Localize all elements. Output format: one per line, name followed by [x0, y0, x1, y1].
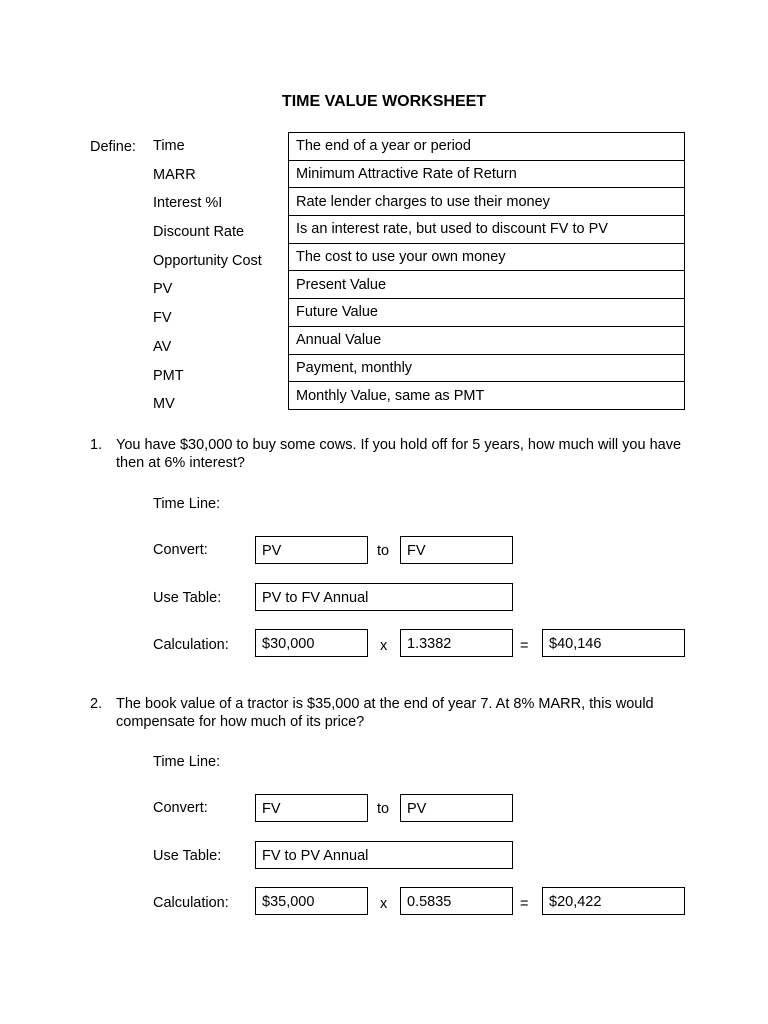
q2-use-table-label: Use Table: — [153, 848, 222, 864]
term-time: Time — [153, 138, 185, 154]
term-marr: MARR — [153, 166, 196, 183]
q1-use-table-label: Use Table: — [153, 590, 222, 606]
question-2-text: The book value of a tractor is $35,000 at the end of year 7. At 8% MARR, this would compensate for how much of its price? — [116, 696, 654, 730]
definition-cell: Payment, monthly — [289, 354, 685, 382]
definition-cell: Rate lender charges to use their money — [289, 188, 685, 216]
definition-cell: Future Value — [289, 299, 685, 327]
question-2-number: 2. — [90, 696, 103, 712]
q2-amount-box: $35,000 — [255, 887, 368, 915]
definition-cell: Monthly Value, same as PMT — [289, 382, 685, 410]
q1-convert-label: Convert: — [153, 542, 208, 558]
q1-convert-to-box: FV — [400, 536, 513, 564]
definition-cell: The end of a year or period — [289, 133, 685, 161]
definition-cell: Present Value — [289, 271, 685, 299]
q2-convert-label: Convert: — [153, 800, 208, 816]
q1-convert-from-box: PV — [255, 536, 368, 564]
table-row — [289, 326, 685, 354]
definition-cell: Is an interest rate, but used to discount FV to PV — [289, 216, 685, 244]
table-row — [289, 271, 685, 299]
page-title: TIME VALUE WORKSHEET — [281, 93, 487, 110]
q2-times-sign: x — [380, 896, 388, 912]
table-row — [289, 382, 685, 410]
q1-to-label: to — [377, 543, 390, 559]
term-av: AV — [153, 338, 172, 355]
table-row — [289, 133, 685, 161]
q2-time-line-label: Time Line: — [153, 754, 221, 770]
term-pv: PV — [153, 281, 173, 298]
q2-factor-box: 0.5835 — [400, 887, 513, 915]
table-row — [289, 354, 685, 382]
q2-convert-from-box: FV — [255, 794, 368, 822]
q2-convert-to-box: PV — [400, 794, 513, 822]
q1-calculation-label: Calculation: — [153, 637, 229, 653]
q1-equals-sign: = — [520, 638, 529, 654]
term-fv: FV — [153, 310, 172, 327]
q2-calculation-label: Calculation: — [153, 895, 229, 911]
question-1-number: 1. — [90, 437, 103, 453]
q2-equals-sign: = — [520, 896, 529, 912]
definition-cell: Annual Value — [289, 326, 685, 354]
term-mv: MV — [153, 396, 175, 413]
q1-time-line-label: Time Line: — [153, 496, 221, 512]
table-row — [289, 160, 685, 188]
term-opportunity-cost: Opportunity Cost — [153, 252, 262, 269]
q2-table-box: FV to PV Annual — [255, 841, 513, 869]
q1-result-box: $40,146 — [542, 629, 685, 657]
term-pmt: PMT — [153, 367, 184, 384]
table-row — [289, 216, 685, 244]
question-1-text: You have $30,000 to buy some cows. If you hold off for 5 years, how much will you have then at 6% interest? — [116, 437, 682, 471]
term-interest: Interest %I — [153, 195, 223, 212]
table-row — [289, 243, 685, 271]
q2-to-label: to — [377, 801, 390, 817]
q1-table-box: PV to FV Annual — [255, 583, 513, 611]
table-row — [289, 299, 685, 327]
q1-factor-box: 1.3382 — [400, 629, 513, 657]
q1-amount-box: $30,000 — [255, 629, 368, 657]
term-discount-rate: Discount Rate — [153, 224, 245, 241]
define-label: Define: — [90, 139, 136, 155]
q2-result-box: $20,422 — [542, 887, 685, 915]
terms-column — [153, 132, 262, 419]
table-row — [289, 188, 685, 216]
definitions-table — [288, 132, 685, 410]
definition-cell: The cost to use your own money — [289, 243, 685, 271]
definition-cell: Minimum Attractive Rate of Return — [289, 160, 685, 188]
q1-times-sign: x — [380, 638, 388, 654]
